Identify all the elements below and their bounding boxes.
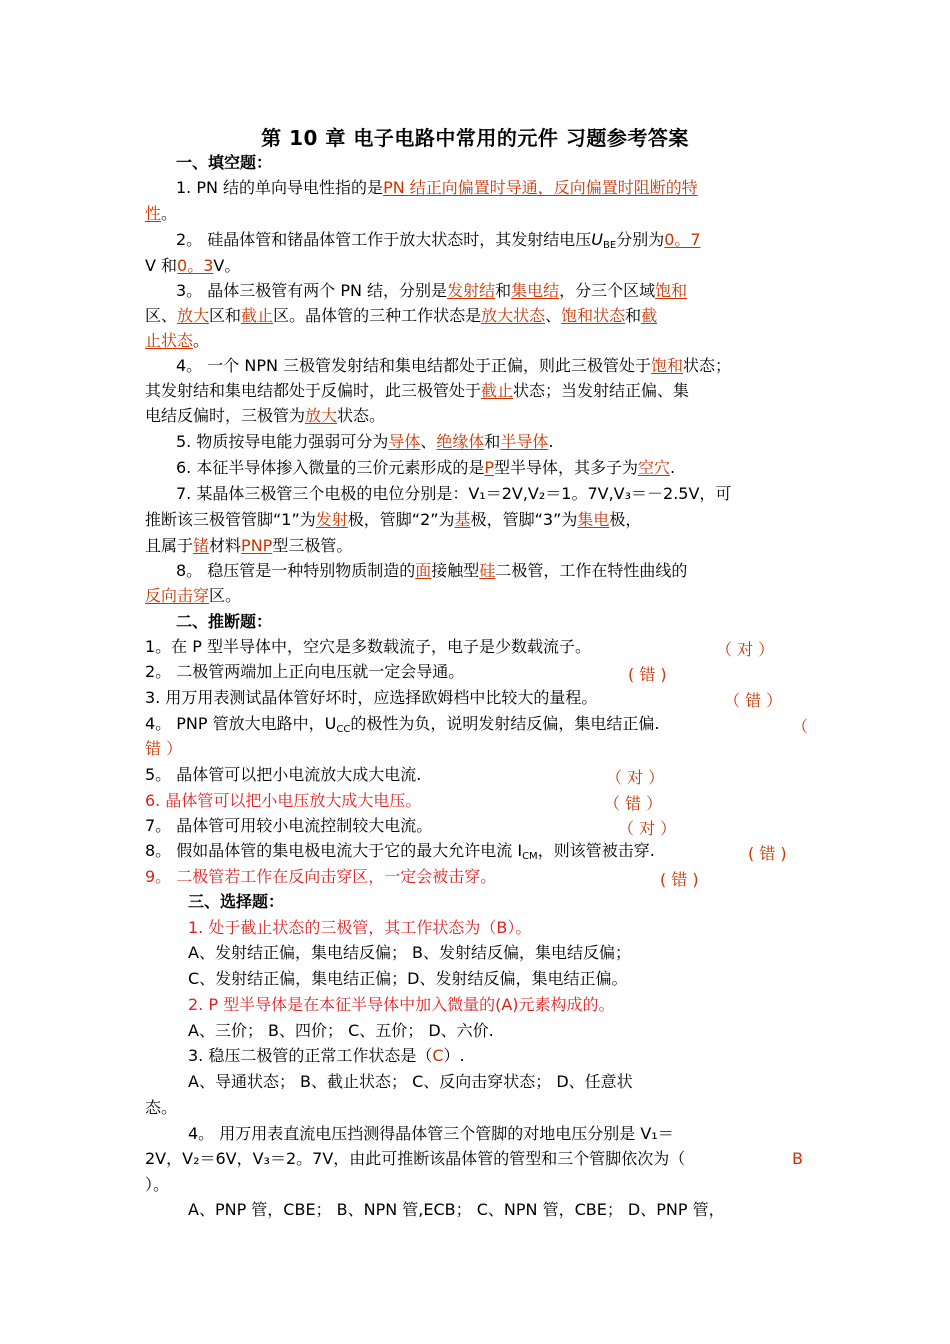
fill-q6 xyxy=(176,458,675,478)
q3-answer-8-cont: 止状态 xyxy=(145,331,194,350)
q4-l1-end: 状态； xyxy=(683,356,732,375)
q4-l3-end: 状态。 xyxy=(337,406,386,425)
j8-sub: CM xyxy=(522,851,538,862)
choice-c1-options-1: A、发射结正偏，集电结反偏； B、发射结反偏，集电结反偏； xyxy=(188,943,632,962)
c3-text: 3. 稳压二极管的正常工作状态是（ xyxy=(188,1046,433,1065)
c2-text: 2. P 型半导体是在本征半导体中加入微量的( xyxy=(188,995,502,1014)
q2-answer-2: 0。3 xyxy=(177,256,214,275)
q3-answer-3: 饱和 xyxy=(655,281,688,300)
q3-text: 3。 晶体三极管有两个 PN 结，分别是 xyxy=(176,281,448,300)
q7-answer-1: 发射 xyxy=(315,510,348,529)
j4-text: 4。 PNP 管放大电路中，U xyxy=(145,714,337,733)
judge-j2: 2。 二极管两端加上正向电压就一定会导通。 xyxy=(145,662,465,681)
fill-q7-line1 xyxy=(176,484,731,504)
j8-text-b: ，则该管被击穿. xyxy=(537,841,655,860)
q3-and: 和 xyxy=(495,281,512,300)
section-heading-choice: 三、选择题： xyxy=(188,892,285,911)
q4-answer-3: 放大 xyxy=(305,406,338,425)
q6-answer-2: 空穴 xyxy=(638,458,671,477)
q1-answer: PN 结正向偏置时导通，反向偏置时阻断的特 xyxy=(383,178,698,197)
c1-end: ）。 xyxy=(507,918,532,937)
fill-q3-line2 xyxy=(145,306,657,326)
judge-j7: 7。 晶体管可用较小电流控制较大电流。 xyxy=(145,816,433,835)
q4-answer-2: 截止 xyxy=(481,381,514,400)
q2-ube: U xyxy=(591,230,603,249)
q6-text: 6. 本征半导体掺入微量的三价元素形成的是 xyxy=(176,458,485,477)
choice-c3 xyxy=(188,1046,465,1066)
fill-q3-line3 xyxy=(145,331,209,351)
c1-answer: B xyxy=(496,918,508,937)
q5-text: 5. 物质按导电能力强弱可分为 xyxy=(176,432,389,451)
c1-text: 1. 处于截止状态的三极管，其工作状态为（ xyxy=(188,918,497,937)
fill-q4-line1 xyxy=(176,356,731,376)
q3-end: 。 xyxy=(193,331,210,350)
judge-j5-answer: （ 对 ） xyxy=(606,768,665,787)
q2-text: 2。 硅晶体管和锗晶体管工作于放大状态时，其发射结电压 xyxy=(176,230,592,249)
q7-text: 7. 某晶体三极管三个电极的电位分别是： xyxy=(176,484,469,503)
q7-voltages: V₁＝2V,V₂＝1。7V,V₃＝－2.5V，可 xyxy=(468,484,732,503)
q8-mid: 接触型 xyxy=(431,561,480,580)
choice-c1-options-2: C、发射结正偏，集电结正偏；D、发射结反偏，集电结正偏。 xyxy=(188,969,628,988)
q7-answer-2: 基 xyxy=(454,510,471,529)
q1-answer-cont: 性 xyxy=(145,204,162,223)
fill-q2-line1 xyxy=(176,230,701,256)
choice-c3-options-2: 态。 xyxy=(145,1098,178,1117)
j4-text-b: 的极性为负，说明发射结反偏，集电结正偏. xyxy=(350,714,660,733)
q2-mid: 分别为 xyxy=(616,230,665,249)
q3-answer-2: 集电结 xyxy=(511,281,560,300)
q5-end: . xyxy=(548,432,554,451)
q3-answer-4: 放大 xyxy=(177,306,210,325)
q3-answer-6: 放大状态 xyxy=(481,306,546,325)
fill-q8-line2 xyxy=(145,586,241,606)
judge-j6: 6. 晶体管可以把小电压放大成大电压。 xyxy=(145,791,422,810)
q3-l2-c: 区。晶体管的三种工作状态是 xyxy=(273,306,482,325)
choice-c4-line1: 4。 用万用表直流电压挡测得晶体管三个管脚的对地电压分别是 V₁＝ xyxy=(188,1124,674,1143)
j4-sub: CC xyxy=(336,724,351,735)
q3-answer-8: 截 xyxy=(641,306,658,325)
q7-l2-c: 极，管脚“3”为 xyxy=(470,510,578,529)
q4-l2-pre: 其发射结和集电结都处于反偏时，此三极管处于 xyxy=(145,381,482,400)
j8-text: 8。 假如晶体管的集电极电流大于它的最大允许电流 I xyxy=(145,841,523,860)
judge-j5: 5。 晶体管可以把小电流放大成大电流. xyxy=(145,765,422,784)
judge-j9: 9。 二极管若工作在反向击穿区，一定会被击穿。 xyxy=(145,867,497,886)
fill-q7-line3 xyxy=(145,536,352,556)
q8-end: 二极管，工作在特性曲线的 xyxy=(495,561,688,580)
judge-j4-answer-open: （ xyxy=(792,717,809,736)
q4-l3-pre: 电结反偏时，三极管为 xyxy=(145,406,306,425)
page-title: 第 10 章 电子电路中常用的元件 习题参考答案 xyxy=(261,126,689,150)
section-heading-judge: 二、推断题： xyxy=(176,612,273,631)
q5-answer-3: 半导体 xyxy=(500,432,549,451)
judge-j9-answer: ( 错 ) xyxy=(660,870,699,889)
choice-c2-options: A、三价； B、四价； C、五价； D、六价. xyxy=(188,1021,494,1040)
q3-answer-7: 饱和状态 xyxy=(561,306,626,325)
q3-l2-d: 、 xyxy=(545,306,562,325)
judge-j8-answer: ( 错 ) xyxy=(748,844,787,863)
judge-j7-answer: （ 对 ） xyxy=(618,819,677,838)
judge-j3: 3. 用万用表测试晶体管好坏时，应选择欧姆档中比较大的量程。 xyxy=(145,688,598,707)
q7-answer-5: PNP xyxy=(241,536,273,555)
q8-text: 8。 稳压管是一种特别物质制造的 xyxy=(176,561,416,580)
q8-answer-1: 面 xyxy=(415,561,432,580)
q1-text: 1. PN 结的单向导电性指的是 xyxy=(176,178,384,197)
q5-sep-1: 、 xyxy=(420,432,437,451)
choice-c4-answer: B xyxy=(792,1149,803,1168)
judge-j4-answer: 错 ） xyxy=(145,739,183,758)
fill-q7-line2 xyxy=(145,510,641,530)
q6-end: . xyxy=(670,458,676,477)
q8-answer-2: 硅 xyxy=(479,561,496,580)
q7-answer-3: 集电 xyxy=(577,510,610,529)
q7-l3-b: 材料 xyxy=(209,536,242,555)
judge-j1-answer: （ 对 ） xyxy=(716,640,775,659)
q3-l2-a: 区、 xyxy=(145,306,178,325)
section-heading-fill: 一、填空题： xyxy=(176,153,273,172)
q6-answer-1: P xyxy=(484,458,495,477)
choice-c3-options-1: A、导通状态； B、截止状态； C、反向击穿状态； D、任意状 xyxy=(188,1072,633,1091)
q3-mid: ，分三个区域 xyxy=(559,281,656,300)
c2-answer: A xyxy=(501,995,513,1014)
q4-answer-1: 饱和 xyxy=(651,356,684,375)
fill-q8-line1 xyxy=(176,561,687,581)
fill-q4-line3 xyxy=(145,406,385,426)
q2-answer-1: 0。7 xyxy=(664,230,701,249)
choice-c4-line3: ）。 xyxy=(145,1175,170,1194)
q5-sep-2: 和 xyxy=(484,432,501,451)
q3-l2-e: 和 xyxy=(625,306,642,325)
q8-l2-end: 区。 xyxy=(209,586,242,605)
fill-q4-line2 xyxy=(145,381,689,401)
q7-l2-end: 极， xyxy=(609,510,642,529)
q5-answer-1: 导体 xyxy=(388,432,421,451)
q7-l3-end: 型三极管。 xyxy=(272,536,353,555)
q3-answer-5: 截止 xyxy=(241,306,274,325)
q4-l2-end: 状态；当发射结正偏、集 xyxy=(513,381,690,400)
c3-answer: C xyxy=(432,1046,444,1065)
choice-c2 xyxy=(188,995,615,1015)
q2-ube-sub: BE xyxy=(603,240,617,251)
q7-answer-4: 锗 xyxy=(193,536,210,555)
q5-answer-2: 绝缘体 xyxy=(436,432,485,451)
judge-j3-answer: （ 错 ） xyxy=(724,691,783,710)
fill-q1-line1 xyxy=(176,178,698,198)
q7-l3-pre: 且属于 xyxy=(145,536,194,555)
q1-end: 。 xyxy=(161,204,178,223)
q3-l2-b: 区和 xyxy=(209,306,242,325)
fill-q5 xyxy=(176,432,554,452)
judge-j8 xyxy=(145,841,655,867)
c3-end: ）. xyxy=(443,1046,465,1065)
q6-mid: 型半导体，其多子为 xyxy=(494,458,639,477)
q4-text: 4。 一个 NPN 三极管发射结和集电结都处于正偏，则此三极管处于 xyxy=(176,356,652,375)
judge-j6-answer: （ 错 ） xyxy=(604,794,663,813)
q2-l2-pre: V 和 xyxy=(145,256,178,275)
q7-l2-pre: 推断该三极管管脚“1”为 xyxy=(145,510,316,529)
q2-l2-end: V。 xyxy=(213,256,241,275)
choice-c4-line2: 2V，V₂＝6V，V₃＝2。7V，由此可推断该晶体管的管型和三个管脚依次为（ xyxy=(145,1149,686,1168)
fill-q1-line2 xyxy=(145,204,177,224)
c2-end: )元素构成的。 xyxy=(512,995,615,1014)
judge-j2-answer: ( 错 ) xyxy=(628,665,667,684)
judge-j4 xyxy=(145,714,659,740)
fill-q3-line1 xyxy=(176,281,687,301)
q8-answer-3: 反向击穿 xyxy=(145,586,210,605)
judge-j1: 1。在 P 型半导体中，空穴是多数载流子，电子是少数载流子。 xyxy=(145,637,592,656)
q7-l2-b: 极，管脚“2”为 xyxy=(347,510,455,529)
choice-c4-options: A、PNP 管，CBE； B、NPN 管,ECB； C、NPN 管，CBE； D、PNP 管， xyxy=(188,1200,725,1219)
q3-answer-1: 发射结 xyxy=(447,281,496,300)
choice-c1 xyxy=(188,918,531,938)
fill-q2-line2 xyxy=(145,256,240,276)
